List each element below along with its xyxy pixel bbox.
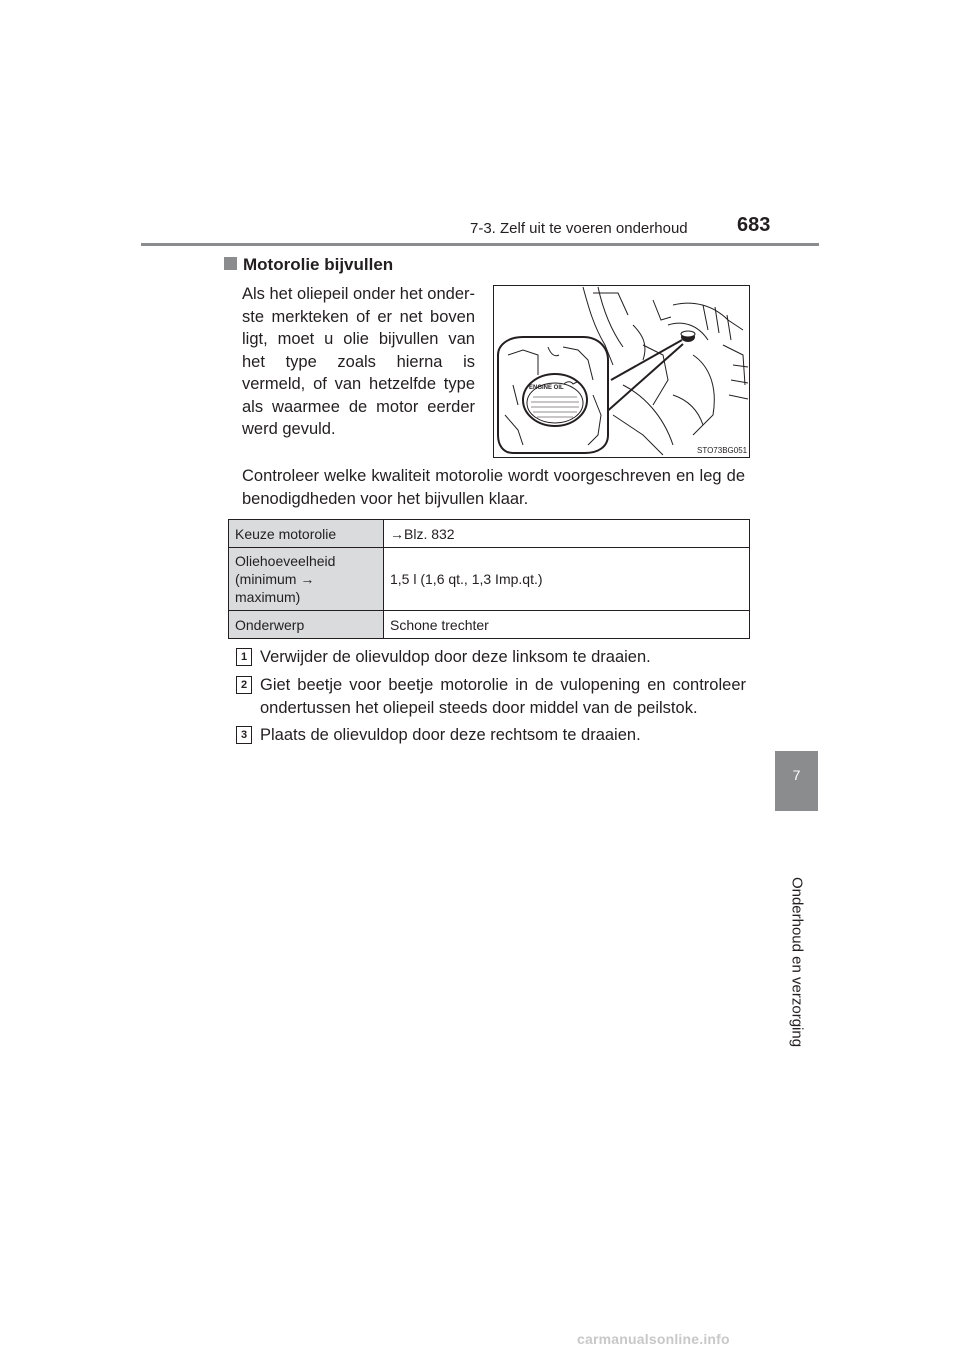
step-text: Giet beetje voor beetje motorolie in de vulopening en controleer ondertussen het oliepeil steeds door middel van de peilstok. — [260, 676, 746, 717]
figure-code: STO73BG051 — [697, 446, 748, 455]
table-label-cell: Onderwerp — [229, 611, 384, 639]
table-label-cell: Oliehoeveelheid (minimum → maximum) — [229, 548, 384, 611]
watermark: carmanualsonline.info — [577, 1331, 730, 1347]
step-text: Plaats de olievuldop door deze rechtsom te draaien. — [260, 726, 641, 744]
step-number-badge: 3 — [236, 726, 252, 744]
chapter-tab — [775, 751, 818, 811]
engine-oil-figure — [493, 285, 750, 458]
page-number: 683 — [737, 214, 771, 236]
table-value-cell: Schone trechter — [384, 611, 750, 639]
section-title-text: Motorolie bijvullen — [243, 255, 394, 274]
engine-bay-illustration — [493, 285, 750, 458]
running-header-section: 7-3. Zelf uit te voeren onderhoud — [470, 220, 688, 237]
cap-label: ENGINE OIL — [529, 385, 564, 391]
step-number-badge: 1 — [236, 648, 252, 666]
intro-paragraph: Als het oliepeil onder het onder-ste merkteken of er net boven ligt, moet u olie bijvullen van het type zoals hierna is vermeld, of van hetzelfde type als waarmee de motor eerder werd gevuld. — [242, 285, 475, 438]
header-rule — [141, 243, 819, 246]
oil-cap-inset — [498, 337, 608, 453]
square-bullet-icon — [224, 257, 237, 270]
section-title — [224, 255, 393, 275]
chapter-number: 7 — [792, 767, 801, 783]
table-value-cell: →Blz. 832 — [384, 520, 750, 548]
instruction-paragraph: Controleer welke kwaliteit motorolie wordt voorgeschreven en leg de benodigdheden voor het bijvullen klaar. — [242, 467, 745, 508]
chapter-title: Onderhoud en verzorging — [788, 876, 806, 1048]
table-row — [229, 520, 750, 548]
table-row — [229, 548, 750, 611]
step-number-badge: 2 — [236, 676, 252, 694]
table-label-cell: Keuze motorolie — [229, 520, 384, 548]
table-value-cell: 1,5 l (1,6 qt., 1,3 Imp.qt.) — [384, 548, 750, 611]
table-row — [229, 611, 750, 639]
oil-spec-table — [228, 519, 750, 639]
step-text: Verwijder de olievuldop door deze linksom te draaien. — [260, 648, 651, 666]
